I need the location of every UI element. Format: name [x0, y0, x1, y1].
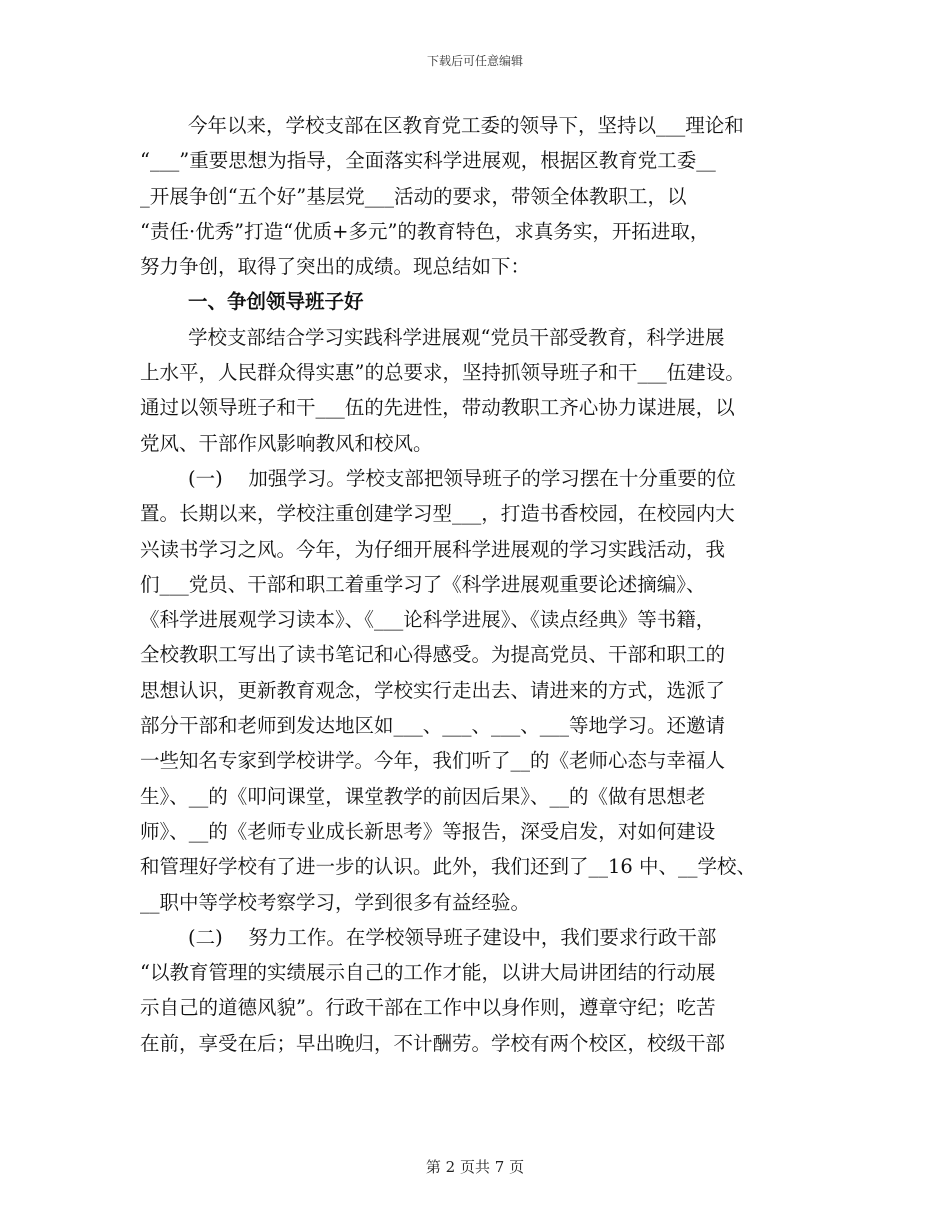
- text-line: 置。长期以来，学校注重创建学习型___，打造书香校园，在校园内大: [140, 502, 735, 526]
- text-line: 部分干部和老师到发达地区如___、___、___、___等地学习。还邀请: [140, 714, 726, 738]
- text-line: 思想认识，更新教育观念，学校实行走出去、请进来的方式，选派了: [140, 678, 726, 702]
- text-line: 通过以领导班子和干___伍的先进性，带动教职工齐心协力谋进展，以: [140, 396, 735, 420]
- text-line: 和管理好学校有了进一步的认识。此外，我们还到了__16 中、__学校、: [140, 855, 757, 879]
- page-header: 下载后可任意编辑: [426, 54, 523, 68]
- text-line: 上水平，人民群众得实惠”的总要求，坚持抓领导班子和干___伍建设。: [140, 361, 745, 385]
- text-line: 全校教职工写出了读书笔记和心得感受。为提高党员、干部和职工的: [140, 643, 726, 667]
- text-line: 示自己的道德风貌”。行政干部在工作中以身作则，遵章守纪；吃苦: [140, 996, 716, 1020]
- section-heading: 一、争创领导班子好: [188, 290, 364, 314]
- text-line: __职中等学校考察学习，学到很多有益经验。: [140, 890, 531, 914]
- text-line: 学校支部结合学习实践科学进展观“党员干部受教育，科学进展: [188, 325, 725, 349]
- document-body: [140, 108, 820, 1061]
- page-footer: 第 2 页共 7 页: [425, 1158, 525, 1176]
- text-line: “以教育管理的实绩展示自己的工作才能，以讲大局讲团结的行动展: [140, 961, 716, 985]
- text-line: 努力争创，取得了突出的成绩。现总结如下：: [140, 255, 531, 279]
- text-line: 党风、干部作风影响教风和校风。: [140, 431, 433, 455]
- text-line: 们___党员、干部和职工着重学习了《科学进展观重要论述摘编》、: [140, 572, 706, 596]
- text-line: (一) 加强学习。学校支部把领导班子的学习摆在十分重要的位: [188, 466, 736, 490]
- text-line: 《科学进展观学习读本》、《___论科学进展》、《读点经典》等书籍，: [140, 608, 716, 632]
- text-line: 师》、__的《老师专业成长新思考》等报告，深受启发，对如何建设: [140, 819, 716, 843]
- text-line: “责任·优秀”打造“优质+多元”的教育特色，求真务实，开拓进取，: [140, 219, 710, 243]
- text-line: “___”重要思想为指导，全面落实科学进展观，根据区教育党工委__: [140, 149, 716, 173]
- text-line: (二) 努力工作。在学校领导班子建设中，我们要求行政干部: [188, 925, 717, 949]
- text-line: 一些知名专家到学校讲学。今年，我们听了__的《老师心态与幸福人: [140, 749, 726, 773]
- text-line: 今年以来，学校支部在区教育党工委的领导下，坚持以___理论和: [188, 114, 744, 137]
- text-line: _开展争创“五个好”基层党___活动的要求，带领全体教职工，以: [140, 184, 687, 208]
- text-line: 生》、__的《叩问课堂，课堂教学的前因后果》、__的《做有思想老: [140, 784, 706, 808]
- text-line: 在前，享受在后；早出晚归，不计酬劳。学校有两个校区，校级干部: [140, 1031, 726, 1055]
- text-line: 兴读书学习之风。今年，为仔细开展科学进展观的学习实践活动，我: [140, 537, 726, 561]
